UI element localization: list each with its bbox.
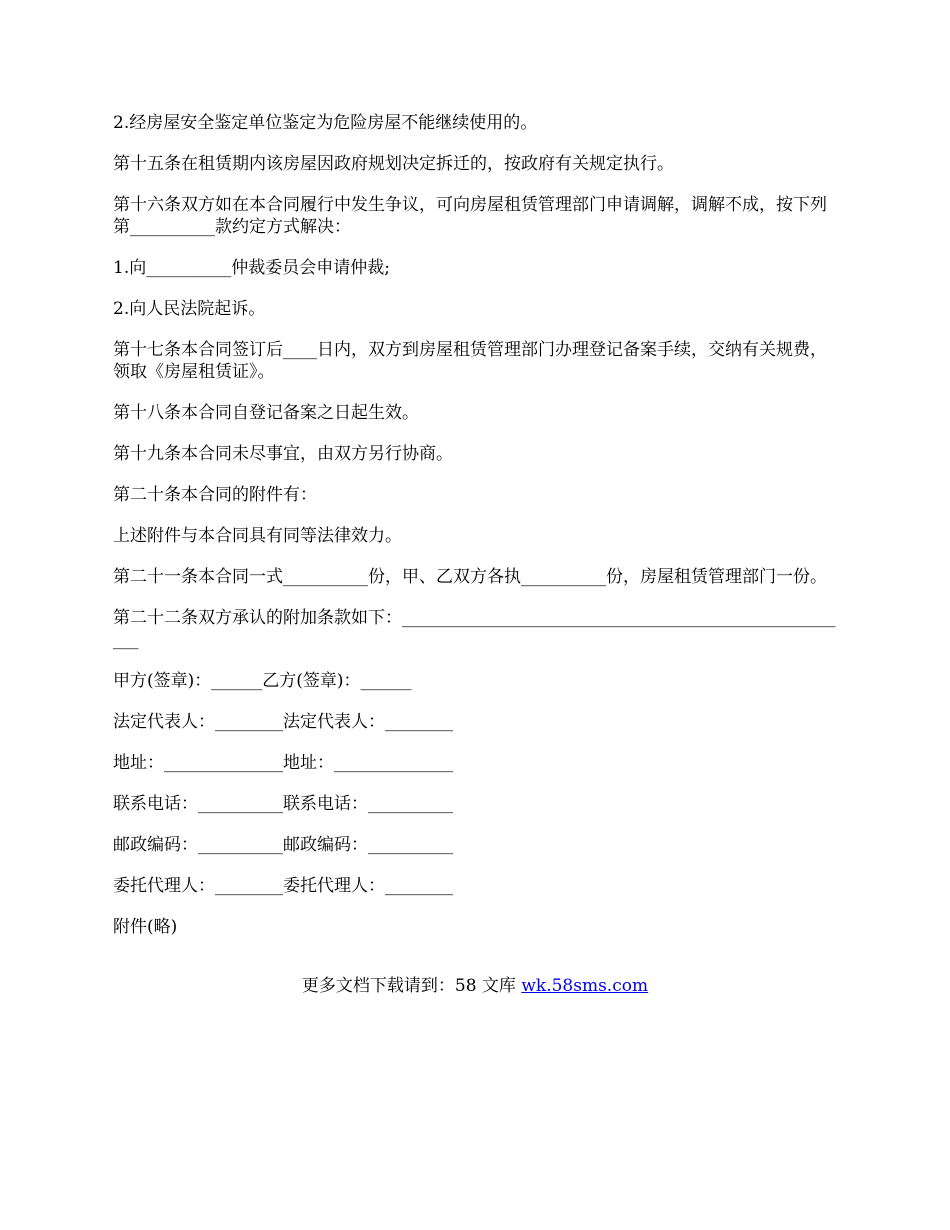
agent-line: 委托代理人：________委托代理人：________ bbox=[113, 876, 453, 896]
paragraph-article-21: 第二十一条本合同一式__________份，甲、乙双方各执__________份，房屋租赁管理部门一份。 bbox=[113, 567, 827, 587]
footer-text: 更多文档下载请到：58 文库 bbox=[301, 976, 522, 996]
postal-code-line: 邮政编码：__________邮政编码：__________ bbox=[113, 835, 453, 855]
paragraph-attachments-validity: 上述附件与本合同具有同等法律效力。 bbox=[113, 526, 402, 546]
paragraph-article-19: 第十九条本合同未尽事宜，由双方另行协商。 bbox=[113, 444, 453, 464]
paragraph-article-22: 第二十二条双方承认的附加条款如下：______________________________________________________ bbox=[113, 608, 836, 650]
paragraph-article-16: 第十六条双方如在本合同履行中发生争议，可向房屋租赁管理部门申请调解，调解不成，按下列第__________款约定方式解决： bbox=[113, 195, 827, 237]
paragraph-article-18: 第十八条本合同自登记备案之日起生效。 bbox=[113, 403, 419, 423]
footer bbox=[0, 975, 950, 997]
legal-representative-line: 法定代表人：________法定代表人：________ bbox=[113, 712, 453, 732]
footer-link[interactable]: wk.58sms.com bbox=[521, 976, 649, 996]
paragraph-article-15: 第十五条在租赁期内该房屋因政府规划决定拆迁的，按政府有关规定执行。 bbox=[113, 154, 674, 174]
paragraph-option-1-arbitration: 1.向__________仲裁委员会申请仲裁; bbox=[113, 258, 390, 278]
document-body bbox=[113, 112, 841, 957]
paragraph-article-20: 第二十条本合同的附件有： bbox=[113, 485, 317, 505]
address-line: 地址：______________地址：______________ bbox=[113, 753, 453, 773]
signature-party-line: 甲方(签章)：______乙方(签章)：______ bbox=[113, 671, 412, 691]
phone-line: 联系电话：__________联系电话：__________ bbox=[113, 794, 453, 814]
paragraph-option-2-court: 2.向人民法院起诉。 bbox=[113, 299, 266, 319]
paragraph-article-17: 第十七条本合同签订后____日内，双方到房屋租赁管理部门办理登记备案手续，交纳有关规费，领取《房屋租赁证》。 bbox=[113, 340, 827, 382]
paragraph-clause-2-dangerous-house: 2.经房屋安全鉴定单位鉴定为危险房屋不能继续使用的。 bbox=[113, 113, 538, 133]
attachment-omitted: 附件(略) bbox=[113, 917, 178, 937]
